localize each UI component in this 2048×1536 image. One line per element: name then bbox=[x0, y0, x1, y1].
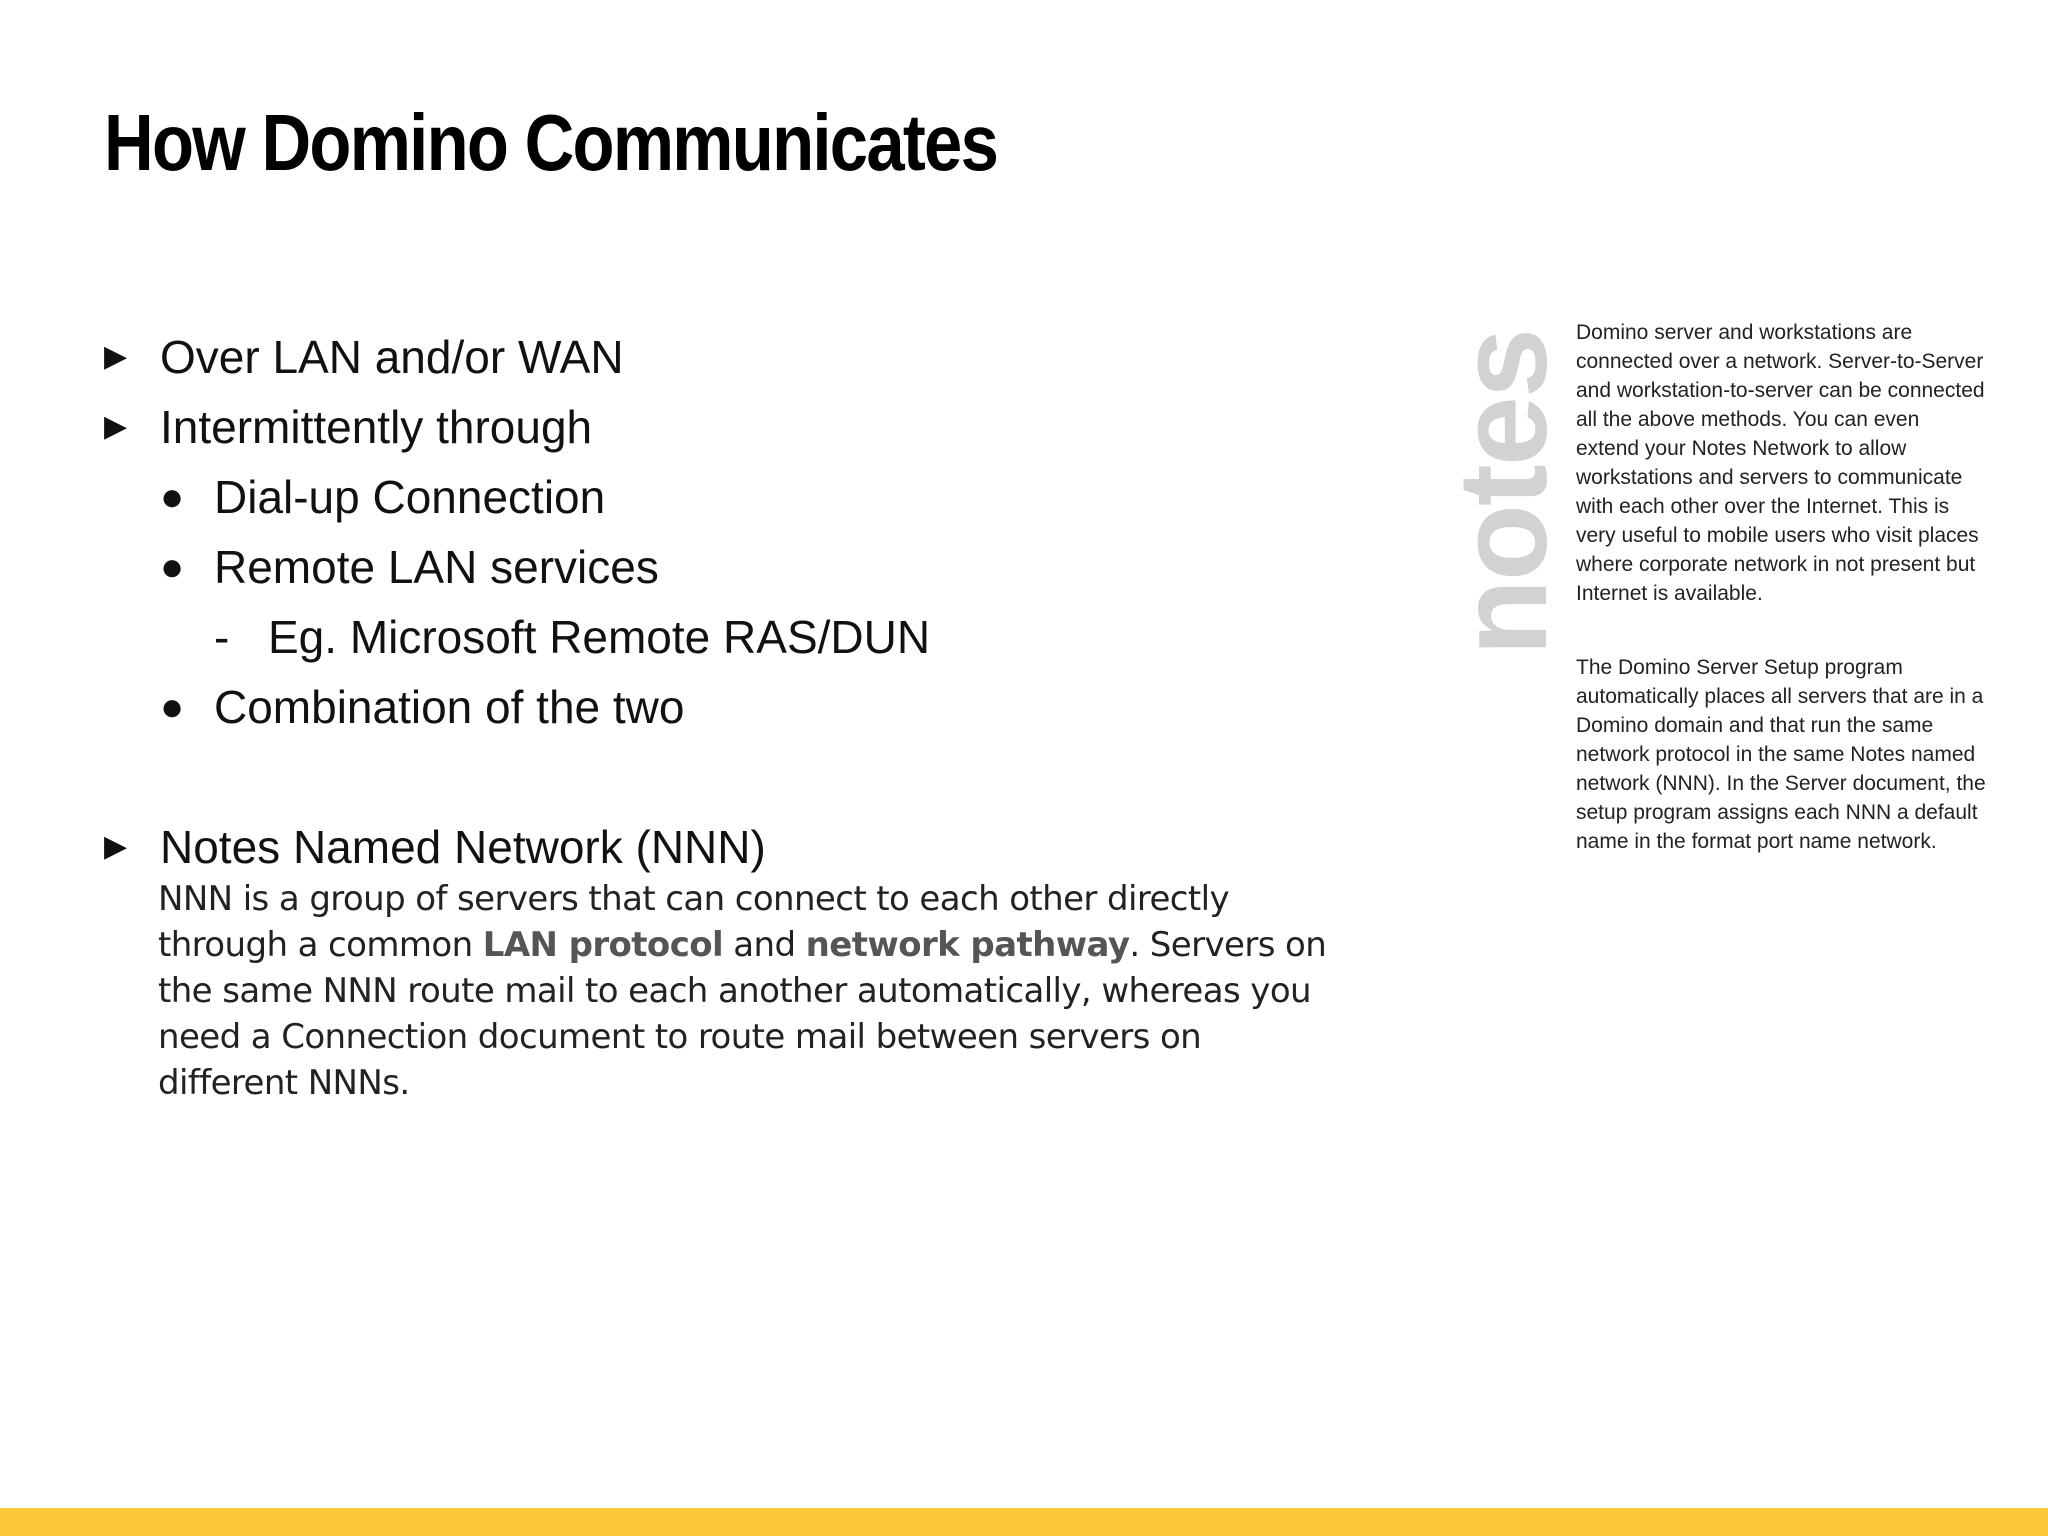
dash-bullet-icon: - bbox=[214, 611, 230, 663]
dot-bullet-icon: ● bbox=[160, 475, 185, 519]
bullet-text: Intermittently through bbox=[160, 401, 593, 453]
sub-bullet-item bbox=[104, 462, 1404, 532]
bullet-text: Dial-up Connection bbox=[214, 471, 606, 523]
dot-bullet-icon: ● bbox=[160, 545, 185, 589]
bullet-text: Eg. Microsoft Remote RAS/DUN bbox=[268, 611, 931, 663]
nnn-text-part: . Servers on the same NNN route mail to each another automatically, whereas you need a Connection document to route mail between servers on different NNNs. bbox=[158, 925, 1327, 1103]
nnn-text-part: and bbox=[723, 925, 806, 965]
nnn-emphasis-lan-protocol: LAN protocol bbox=[482, 925, 724, 965]
nnn-emphasis-network-pathway: network pathway bbox=[805, 925, 1130, 965]
bullet-list bbox=[104, 322, 1404, 882]
triangle-bullet-icon: ▶ bbox=[104, 340, 128, 373]
bullet-item bbox=[104, 392, 1404, 462]
bullet-spacer bbox=[104, 742, 1404, 812]
sub-sub-bullet-item bbox=[104, 602, 1404, 672]
dot-bullet-icon: ● bbox=[160, 685, 185, 729]
notes-paragraph: The Domino Server Setup program automatically places all servers that are in a Domino domain and that run the same network protocol in the same Notes named network (NNN). In the Server document, the setup program assigns each NNN a default name in the format port name network. bbox=[1576, 656, 1986, 853]
notes-label bbox=[1432, 318, 1573, 668]
bullet-text: Over LAN and/or WAN bbox=[160, 331, 624, 383]
nnn-description bbox=[158, 876, 1338, 1106]
slide-title: How Domino Communicates bbox=[104, 98, 998, 187]
sub-bullet-item bbox=[104, 532, 1404, 602]
bottom-accent-bar bbox=[0, 1508, 2048, 1536]
bullet-item bbox=[104, 812, 1404, 882]
notes-label-text: notes bbox=[1432, 329, 1573, 657]
triangle-bullet-icon: ▶ bbox=[104, 410, 128, 443]
notes-panel bbox=[1576, 318, 1986, 901]
triangle-bullet-icon: ▶ bbox=[104, 830, 128, 863]
notes-paragraph: Domino server and workstations are connected over a network. Server-to-Server and workstation-to-server can be connected all the above methods. You can even extend your Notes Network to allow workstations and servers to communicate with each other over the Internet. This is very useful to mobile users who visit places where corporate network in not present but Internet is available. bbox=[1576, 321, 1985, 605]
bullet-text: Combination of the two bbox=[214, 681, 685, 733]
sub-bullet-item bbox=[104, 672, 1404, 742]
bullet-text: Remote LAN services bbox=[214, 541, 659, 593]
bullet-item bbox=[104, 322, 1404, 392]
nnn-text-part: NNN is a group of servers that can connect to each other directly through a common bbox=[158, 879, 1229, 965]
bullet-text: Notes Named Network (NNN) bbox=[160, 821, 766, 873]
